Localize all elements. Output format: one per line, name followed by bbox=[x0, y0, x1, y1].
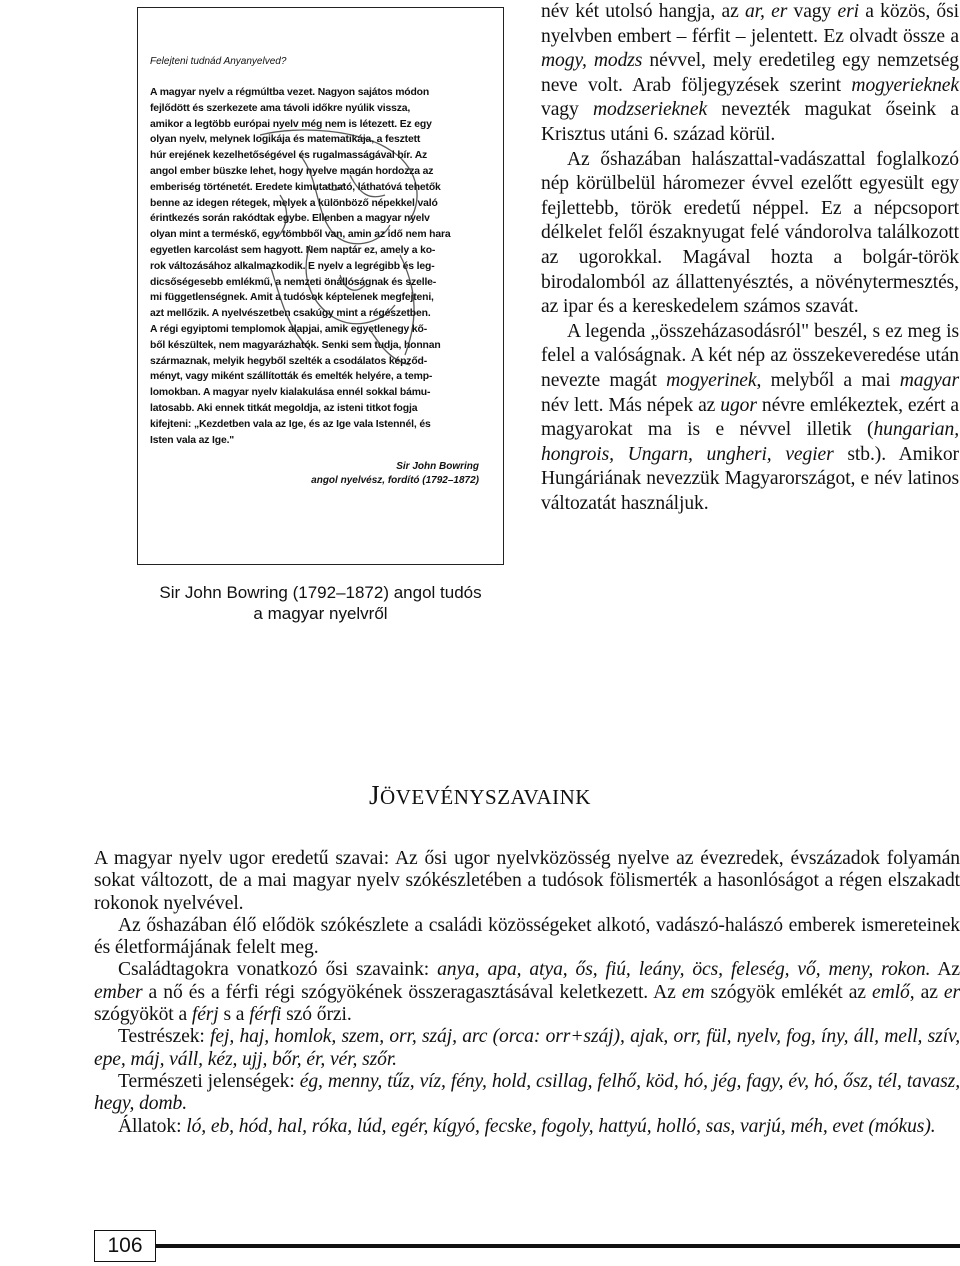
quote-line: emberiség történetét. Eredete kimutatható, láthatóvá tehetők bbox=[150, 181, 441, 193]
quote-line: rok változásához alkalmazkodik. E nyelv a legrégibb és leg- bbox=[150, 260, 435, 272]
right-column bbox=[541, 0, 959, 516]
quote-heading: Felejteni tudnád Anyanyelved? bbox=[150, 56, 287, 67]
label: Testrészek: bbox=[118, 1026, 211, 1048]
word-list: ló, eb, hód, hal, róka, lúd, egér, kígyó, fecske, fogoly, hattyú, holló, sas, varjú, méh, evet (mókus). bbox=[186, 1115, 936, 1137]
quote-line: mi függetlenségnek. Amit a tudósok képtelenek megfejteni, bbox=[150, 292, 434, 304]
quote-line: azt mellőzik. A nyelvészetben csakúgy mint a régészetben. bbox=[150, 308, 431, 320]
text: szógyököt a bbox=[94, 1004, 192, 1026]
body-text bbox=[94, 848, 960, 1138]
quote-line: érintkezés során rakódtak egybe. Ellenben a magyar nyelv bbox=[150, 213, 430, 225]
quote-line: lomokban. A magyar nyelv kialakulása ennél sokkal bámu- bbox=[150, 387, 431, 399]
quote-line: ből készültek, nem magyarázhatók. Senki sem tudja, honnan bbox=[150, 339, 441, 351]
quote-author: Sir John Bowring bbox=[396, 461, 479, 473]
quote-line: egyetlen karcolást sem hagyott. Nem naptár ez, amely a ko- bbox=[150, 244, 436, 256]
quote-line: amikor a legtöbb európai nyelv még nem is létezett. Ez egy bbox=[150, 118, 432, 130]
text: s a bbox=[218, 1004, 250, 1026]
paragraph: Az őshazában halászattal-vadászattal foglalkozó nép körülbelül háromezer évvel ezelőtt egyesült egy fejlettebb, török eredetű néppel. Ez a népcsoport délkelet felől északnyugat felé vándorolva találkozott az ugorokkal. Magával hozta a bolgár-török birodalomból az állattenyésztés, a növénytermesztés, az ipar és a kereskedelem számos szavát. bbox=[541, 148, 959, 318]
quote-line: A magyar nyelv a régmúltba vezet. Nagyon sajátos módon bbox=[150, 87, 430, 98]
text: a nő és a férfi régi szógyökének összeragasztásával keletkezett. Az bbox=[142, 981, 682, 1003]
term: em bbox=[681, 981, 705, 1003]
paragraph: A legenda „összeházasodásról" beszél, s ez meg is felel a valóságnak. A két nép az összekeveredése után nevezte magát mogyerinek, melyből a mai magyar név lett. Más népek az ugor névre emlékeztek, ezért a magyarokat ma is e névvel illetik (hungarian, hongrois, Ungarn, ungheri, vegier stb.). Amikor Hungáriának nevezzük Magyarországot, e név latinos változatát használjuk. bbox=[541, 320, 959, 514]
text: szó őrzi. bbox=[281, 1004, 352, 1026]
paragraph bbox=[94, 1071, 960, 1116]
paragraph: név két utolsó hangja, az ar, er vagy eri a közös, ősi nyelvben embert – férfit – jelentett. Ez olvadt össze a mogy, modzs névvel, mely eredetileg egy nemzetség neve volt. Arab följegyzések szerint mogyerieknek vagy modzserieknek nevezték magukat őseink a Krisztus utáni 6. század körül. bbox=[541, 1, 959, 145]
term: ember bbox=[94, 981, 143, 1003]
label: Állatok: bbox=[118, 1115, 187, 1137]
quote-line: ményt, vagy miként szállították és emelték helyére, a temp- bbox=[150, 371, 433, 383]
quote-line: húr erejének kezelhetőségével és rugalmasságával bír. Az bbox=[150, 150, 428, 162]
paragraph bbox=[94, 959, 960, 1026]
term: férfi bbox=[249, 1004, 282, 1026]
section-title-initial: J bbox=[369, 780, 381, 810]
caption-line: Sir John Bowring (1792–1872) angol tudós bbox=[159, 583, 482, 602]
word-list: ég, menny, tűz, víz, fény, hold, csillag, felhő, köd, hó, jég, fagy, év, hó, ősz, tél, tavasz, hegy, domb. bbox=[94, 1070, 960, 1115]
quote-box bbox=[137, 7, 504, 565]
quote-line: olyan mint a terméskő, egy tömbből van, amin az idő nem hara bbox=[150, 229, 451, 241]
label: Családtagokra vonatkozó ősi szavaink: bbox=[118, 959, 438, 981]
paragraph: A magyar nyelv ugor eredetű szavai: Az ősi ugor nyelvközösség nyelve az évezredek, évszázadok folyamán sokat változott, de a mai magyar nyelv szókészletében a tudósok fölismerték a hasonlóságot a régen elszakadt rokonok nyelvével. bbox=[94, 848, 960, 914]
quote-line: Isten vala az Ige." bbox=[150, 434, 235, 446]
quote-line: dicsőségesebb emlékmű, a nemzeti önállóságnak és szelle- bbox=[150, 276, 437, 288]
text: Az bbox=[930, 959, 960, 981]
quote-line: származnak, melyik hegyből szelték a csodálatos képződ- bbox=[150, 355, 428, 367]
text: szógyök emlékét az bbox=[704, 981, 873, 1003]
quote-line: fejlődött és szerkezete ama távoli időkre nyúlik vissza, bbox=[150, 102, 411, 114]
figure-caption bbox=[137, 582, 504, 624]
footer-rule bbox=[156, 1244, 960, 1248]
quote-line: A régi egyiptomi templomok alapjai, amik egyetlenegy kő- bbox=[150, 323, 428, 335]
quote-line: benne az idegen rétegek, melyek a különböző népekkel való bbox=[150, 197, 438, 209]
quote-author-role: angol nyelvész, fordító (1792–1872) bbox=[311, 475, 479, 487]
quote-line: olyan nyelv, melynek logikája és matematikája, a fesztett bbox=[150, 134, 421, 146]
text: , az bbox=[909, 981, 944, 1003]
word-list: fej, haj, homlok, szem, orr, száj, arc (orca: orr+száj), ajak, orr, fül, nyelv, fog, íny, áll, mell, szív, epe, máj, váll, kéz, ujj, bőr, ér, vér, szőr. bbox=[94, 1026, 960, 1070]
word-list: anya, apa, atya, ős, fiú, leány, öcs, feleség, vő, meny, rokon. bbox=[437, 959, 931, 981]
paragraph bbox=[94, 1026, 960, 1071]
section-title-rest: ÖVEVÉNYSZAVAINK bbox=[380, 785, 591, 809]
caption-line: a magyar nyelvről bbox=[253, 604, 388, 623]
quote-line: angol ember büszke lehet, hogy nyelve magán hordozza az bbox=[150, 165, 434, 177]
term: emlő bbox=[872, 981, 910, 1003]
label: Természeti jelenségek: bbox=[118, 1070, 300, 1092]
quote-text bbox=[150, 85, 495, 448]
term: er bbox=[943, 981, 960, 1003]
paragraph bbox=[94, 1116, 960, 1138]
quote-line: kifejteni: „Kezdetben vala az Ige, és az Ige vala Istennél, és bbox=[150, 418, 431, 430]
term: férj bbox=[191, 1004, 219, 1026]
page-number: 106 bbox=[94, 1230, 156, 1262]
quote-signature bbox=[150, 460, 495, 488]
paragraph: Az őshazában élő elődök szókészlete a családi közösségeket alkotó, vadászó-halászó emberek ismereteinek és életformájának felelt meg. bbox=[94, 914, 960, 959]
section-title bbox=[0, 780, 960, 811]
quote-line: latosabb. Aki ennek titkát megoldja, az isteni titkot fogja bbox=[150, 402, 418, 414]
